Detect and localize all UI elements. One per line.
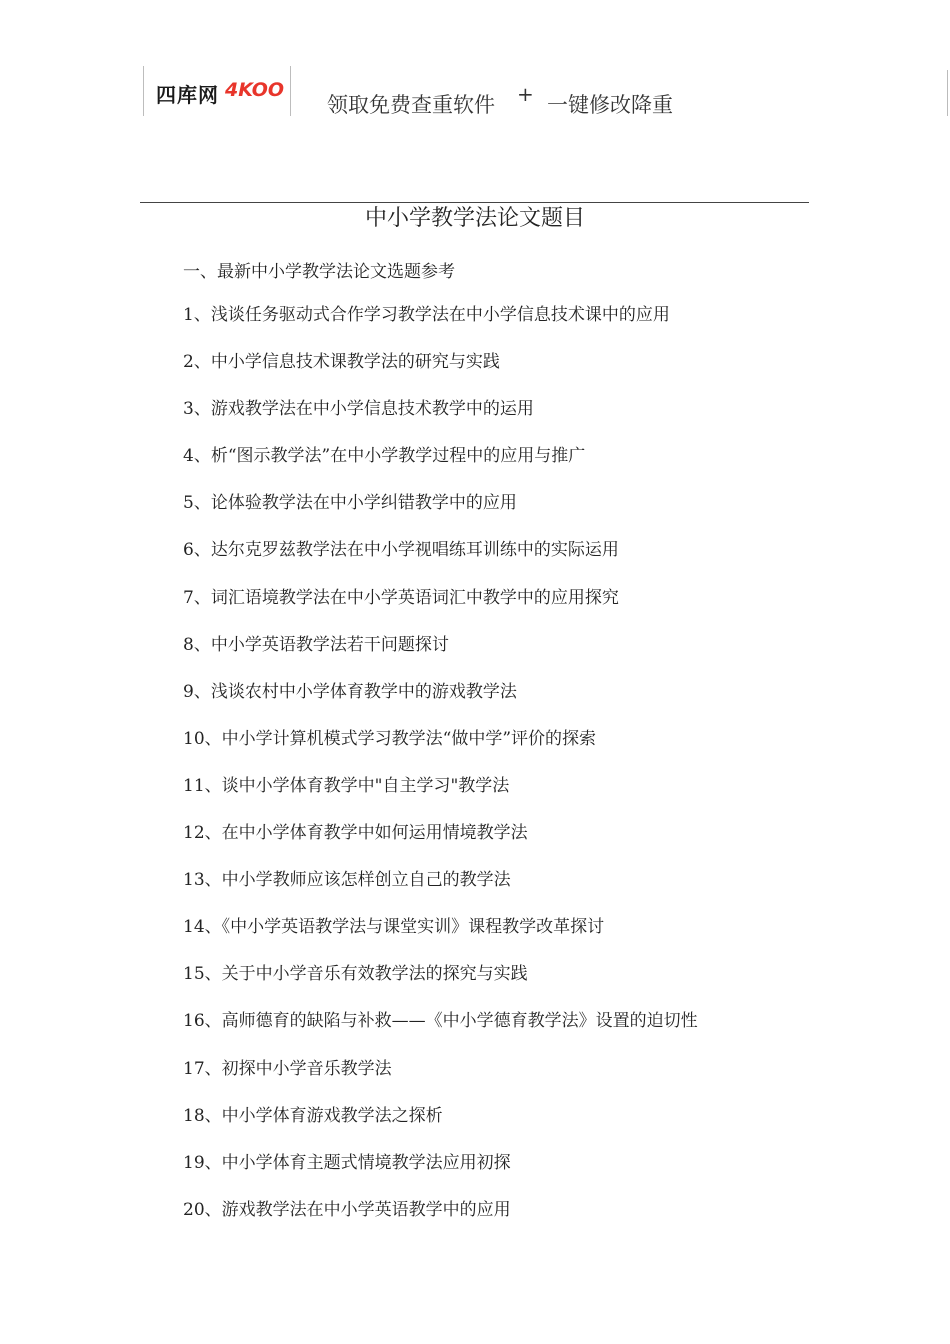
- list-item: 13、中小学教师应该怎样创立自己的教学法: [183, 870, 511, 891]
- list-item: 11、谈中小学体育教学中"自主学习"教学法: [183, 775, 510, 796]
- section-heading: 一、最新中小学教学法论文选题参考: [183, 262, 455, 282]
- list-item: 10、中小学计算机模式学习教学法“做中学”评价的探索: [183, 728, 597, 749]
- list-item: 7、词汇语境教学法在中小学英语词汇中教学中的应用探究: [183, 587, 619, 608]
- list-item: 19、中小学体育主题式情境教学法应用初探: [183, 1152, 511, 1173]
- promo-plus-sign: +: [517, 82, 534, 106]
- list-item: 18、中小学体育游戏教学法之探析: [183, 1105, 443, 1126]
- site-logo[interactable]: [143, 66, 291, 116]
- list-item: 1、浅谈任务驱动式合作学习教学法在中小学信息技术课中的应用: [183, 305, 670, 325]
- list-item: 17、初探中小学音乐教学法: [183, 1058, 392, 1079]
- list-item: 16、高师德育的缺陷与补救——《中小学德育教学法》设置的迫切性: [183, 1011, 698, 1032]
- list-item: 15、关于中小学音乐有效教学法的探究与实践: [183, 964, 528, 985]
- list-item: 6、达尔克罗兹教学法在中小学视唱练耳训练中的实际运用: [183, 540, 619, 561]
- document-title: 中小学教学法论文题目: [364, 206, 585, 231]
- topic-list: [183, 304, 698, 1246]
- promo-rewrite-link[interactable]: 一键修改降重: [547, 93, 673, 117]
- promo-free-check-link[interactable]: 领取免费查重软件: [327, 93, 495, 117]
- list-item: 9、浅谈农村中小学体育教学中的游戏教学法: [183, 681, 517, 702]
- list-item: 20、游戏教学法在中小学英语教学中的应用: [183, 1199, 511, 1220]
- list-item: 14、《中小学英语教学法与课堂实训》课程教学改革探讨: [183, 917, 605, 938]
- list-item: 5、论体验教学法在中小学纠错教学中的应用: [183, 493, 517, 514]
- list-item: 8、中小学英语教学法若干问题探讨: [183, 634, 449, 655]
- list-item: 3、游戏教学法在中小学信息技术教学中的运用: [183, 399, 534, 420]
- list-item: 2、中小学信息技术课教学法的研究与实践: [183, 352, 500, 373]
- logo-text-cn: 四库网: [156, 83, 219, 107]
- list-item: 12、在中小学体育教学中如何运用情境教学法: [183, 823, 528, 844]
- logo-text-en: 4KOO: [225, 79, 285, 101]
- list-item: 4、析“图示教学法”在中小学教学过程中的应用与推广: [183, 446, 586, 467]
- page-edge-divider: [947, 70, 948, 116]
